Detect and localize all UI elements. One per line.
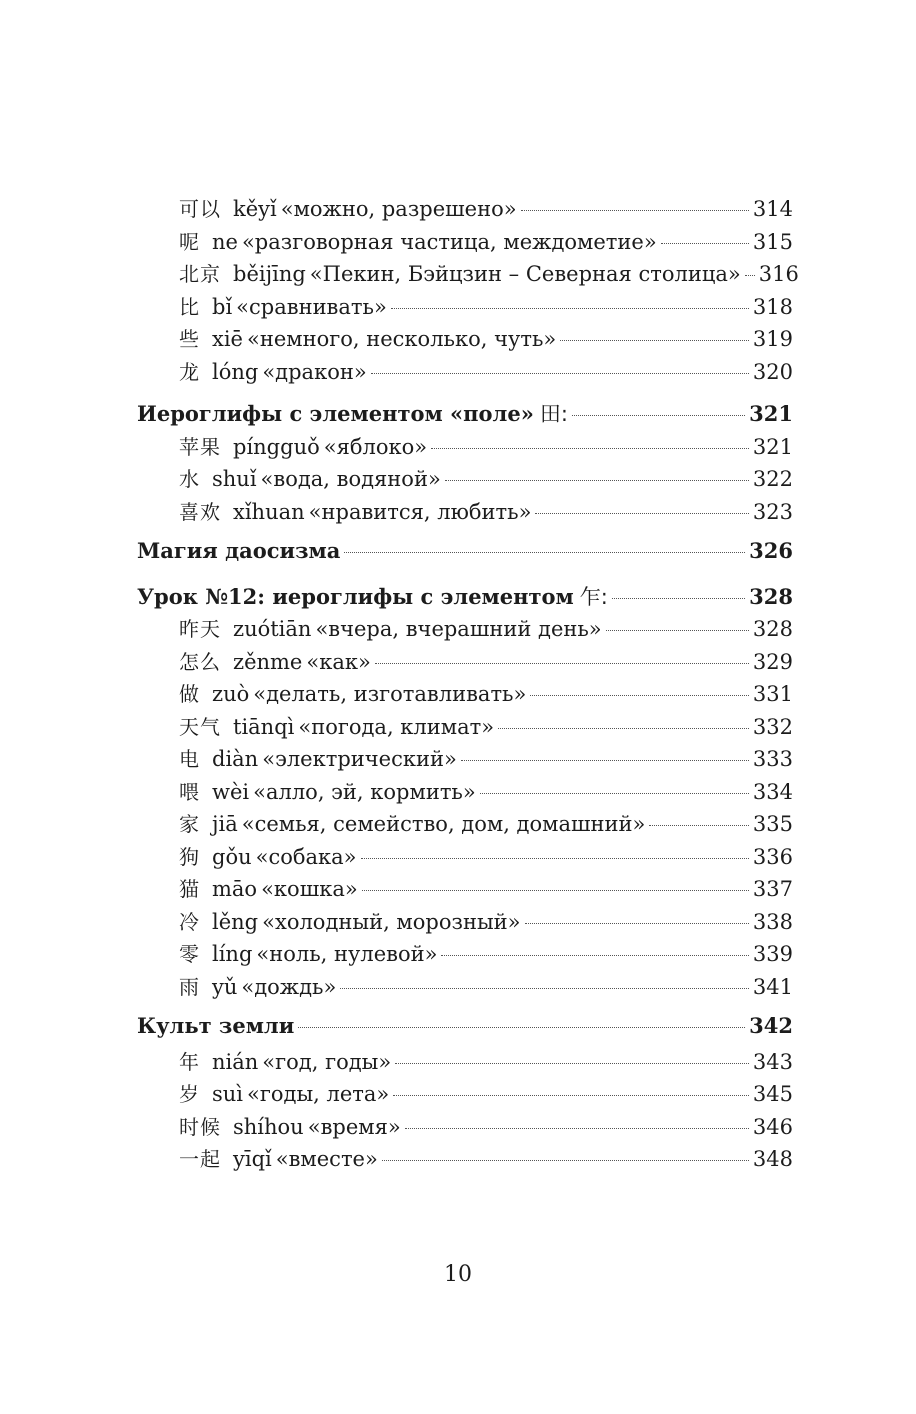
translation: «как» (306, 649, 371, 674)
hanzi: 雨 (179, 974, 200, 999)
toc-entry (137, 356, 793, 389)
toc-page-number: 338 (752, 909, 793, 934)
toc-page-number: 334 (752, 779, 793, 804)
toc-entry (137, 1078, 793, 1111)
toc-page-number: 318 (752, 294, 793, 319)
dot-leader (298, 1027, 745, 1028)
dot-leader (362, 890, 749, 891)
dot-leader (525, 923, 749, 924)
hanzi: 电 (179, 747, 200, 771)
hanzi: 猫 (179, 877, 200, 901)
toc-heading-text: Иероглифы с элементом «поле» (137, 401, 534, 426)
pinyin: diàn (212, 747, 259, 771)
hanzi: 天气 (179, 714, 221, 739)
pinyin: běijīng (233, 262, 306, 286)
toc-heading-glyph: 田: (539, 402, 568, 426)
toc-section-heading (137, 581, 793, 614)
dot-leader (405, 1128, 749, 1129)
toc-page-number: 333 (752, 747, 793, 771)
translation: «дракон» (262, 359, 367, 384)
toc-page-number: 321 (752, 434, 793, 459)
toc-page-number: 335 (752, 812, 793, 836)
pinyin: gǒu (212, 844, 252, 869)
hanzi: 昨天 (179, 617, 221, 641)
pinyin: yīqǐ (233, 1147, 272, 1171)
hanzi: 家 (179, 812, 200, 836)
toc-entry (137, 971, 793, 1004)
toc-page-number: 343 (752, 1049, 793, 1074)
toc-entry (137, 776, 793, 809)
dot-leader (572, 415, 745, 416)
dot-leader (530, 695, 749, 696)
hanzi: 一起 (179, 1147, 221, 1171)
toc-entry (137, 193, 793, 226)
toc-page-number: 332 (752, 714, 793, 739)
toc-page-number: 329 (752, 649, 793, 674)
toc-page-number: 321 (749, 401, 793, 426)
dot-leader (340, 988, 749, 989)
toc-entry (137, 226, 793, 259)
toc-page-number: 328 (749, 583, 793, 609)
dot-leader (391, 308, 749, 309)
toc-page-number: 331 (752, 682, 793, 706)
translation: «ноль, нулевой» (256, 942, 438, 966)
toc-heading-text: Урок №12: иероглифы с элементом (137, 583, 574, 609)
translation: «дождь» (241, 974, 337, 999)
translation: «нравится, любить» (308, 499, 532, 524)
pinyin: lóng (212, 359, 259, 384)
pinyin: lěng (212, 909, 259, 934)
translation: «годы, лета» (247, 1082, 390, 1106)
dot-leader (382, 1160, 749, 1161)
table-of-contents (137, 193, 799, 1176)
dot-leader (612, 598, 745, 599)
pinyin: jiā (212, 812, 238, 836)
translation: «кошка» (261, 877, 358, 901)
pinyin: zěnme (233, 649, 303, 674)
dot-leader (649, 825, 749, 826)
dot-leader (606, 630, 749, 631)
toc-entry (137, 291, 793, 324)
toc-page-number: 337 (752, 877, 793, 901)
pinyin: zuótiān (233, 617, 312, 641)
hanzi: 苹果 (179, 434, 221, 459)
pinyin: líng (212, 942, 253, 966)
translation: «немного, несколько, чуть» (247, 327, 557, 351)
toc-page-number: 319 (752, 327, 793, 351)
translation: «Пекин, Бэйцзин – Северная столица» (309, 262, 741, 286)
pinyin: tiānqì (233, 714, 295, 739)
pinyin: suì (212, 1082, 244, 1106)
translation: «можно, разрешено» (280, 197, 517, 221)
translation: «яблоко» (323, 434, 428, 459)
pinyin: shuǐ (212, 467, 257, 491)
toc-page-number: 323 (752, 499, 793, 524)
hanzi: 些 (179, 327, 200, 351)
pinyin: nián (212, 1049, 259, 1074)
dot-leader (371, 373, 749, 374)
translation: «время» (307, 1114, 401, 1139)
toc-entry (137, 1143, 793, 1176)
toc-heading-text: Магия даосизма (137, 538, 341, 563)
pinyin: xiē (212, 327, 243, 351)
hanzi: 年 (179, 1049, 200, 1074)
toc-page-number: 326 (749, 538, 793, 563)
dot-leader (521, 210, 749, 211)
pinyin: bǐ (212, 294, 233, 319)
pinyin: yǔ (212, 974, 238, 999)
dot-leader (498, 728, 749, 729)
toc-page-number: 339 (752, 942, 793, 966)
pinyin: zuò (212, 682, 250, 706)
dot-leader (461, 760, 749, 761)
hanzi: 呢 (179, 229, 200, 254)
dot-leader (393, 1095, 749, 1096)
dot-leader (535, 513, 748, 514)
toc-section-heading (137, 1013, 793, 1046)
translation: «разговорная частица, междометие» (241, 229, 657, 254)
hanzi: 北京 (179, 262, 221, 286)
hanzi: 喜欢 (179, 499, 221, 524)
toc-page-number: 346 (752, 1114, 793, 1139)
dot-leader (431, 448, 749, 449)
toc-entry (137, 323, 793, 356)
toc-entry (137, 743, 793, 776)
pinyin: kěyǐ (233, 197, 277, 221)
hanzi: 冷 (179, 909, 200, 934)
toc-page-number: 316 (758, 262, 799, 286)
hanzi: 时候 (179, 1114, 221, 1139)
translation: «погода, климат» (298, 714, 495, 739)
toc-page-number: 345 (752, 1082, 793, 1106)
dot-leader (560, 340, 749, 341)
toc-entry (137, 906, 793, 939)
dot-leader (375, 663, 749, 664)
toc-entry (137, 938, 793, 971)
toc-entry (137, 496, 793, 529)
toc-page-number: 342 (749, 1013, 793, 1038)
toc-page-number: 336 (752, 844, 793, 869)
hanzi: 比 (179, 294, 200, 319)
toc-page-number: 320 (752, 359, 793, 384)
dot-leader (344, 552, 745, 553)
translation: «сравнивать» (236, 294, 387, 319)
toc-entry (137, 678, 793, 711)
translation: «холодный, морозный» (262, 909, 521, 934)
pinyin: shíhou (233, 1114, 304, 1139)
toc-page-number: 348 (752, 1147, 793, 1171)
toc-entry (137, 808, 793, 841)
toc-page-number: 314 (752, 197, 793, 221)
translation: «собака» (255, 844, 357, 869)
toc-entry (137, 613, 793, 646)
translation: «семья, семейство, дом, домашний» (241, 812, 646, 836)
toc-entry (137, 1111, 793, 1144)
translation: «электрический» (262, 747, 457, 771)
hanzi: 可以 (179, 197, 221, 221)
toc-page-number: 315 (752, 229, 793, 254)
pinyin: wèi (212, 779, 250, 804)
pinyin: píngguǒ (233, 434, 320, 459)
hanzi: 做 (179, 682, 200, 706)
dot-leader (395, 1063, 749, 1064)
hanzi: 喂 (179, 779, 200, 804)
toc-page-number: 322 (752, 467, 793, 491)
toc-entry (137, 258, 799, 291)
hanzi: 怎么 (179, 649, 221, 674)
toc-entry (137, 841, 793, 874)
pinyin: ne (212, 229, 238, 254)
hanzi: 水 (179, 467, 200, 491)
dot-leader (661, 243, 749, 244)
dot-leader (445, 480, 749, 481)
pinyin: māo (212, 877, 258, 901)
translation: «вместе» (275, 1147, 378, 1171)
dot-leader (441, 955, 748, 956)
toc-entry (137, 1046, 793, 1079)
toc-entry (137, 431, 793, 464)
toc-heading-text: Культ земли (137, 1013, 295, 1038)
toc-entry (137, 711, 793, 744)
pinyin: xǐhuan (233, 499, 305, 524)
hanzi: 狗 (179, 844, 200, 869)
toc-entry (137, 646, 793, 679)
toc-page-number: 341 (752, 974, 793, 999)
hanzi: 龙 (179, 359, 200, 384)
dot-leader (361, 858, 749, 859)
toc-entry (137, 463, 793, 496)
toc-page-number: 328 (752, 617, 793, 641)
toc-section-heading (137, 538, 793, 571)
dot-leader (480, 793, 749, 794)
hanzi: 岁 (179, 1082, 200, 1106)
translation: «вчера, вчерашний день» (315, 617, 602, 641)
dot-leader (745, 275, 755, 276)
hanzi: 零 (179, 942, 200, 966)
page-number: 10 (444, 1262, 472, 1287)
translation: «вода, водяной» (260, 467, 441, 491)
translation: «год, годы» (262, 1049, 392, 1074)
toc-section-heading (137, 398, 793, 431)
translation: «алло, эй, кормить» (253, 779, 476, 804)
toc-heading-glyph: 乍: (579, 584, 608, 609)
translation: «делать, изготавливать» (253, 682, 527, 706)
toc-entry (137, 873, 793, 906)
